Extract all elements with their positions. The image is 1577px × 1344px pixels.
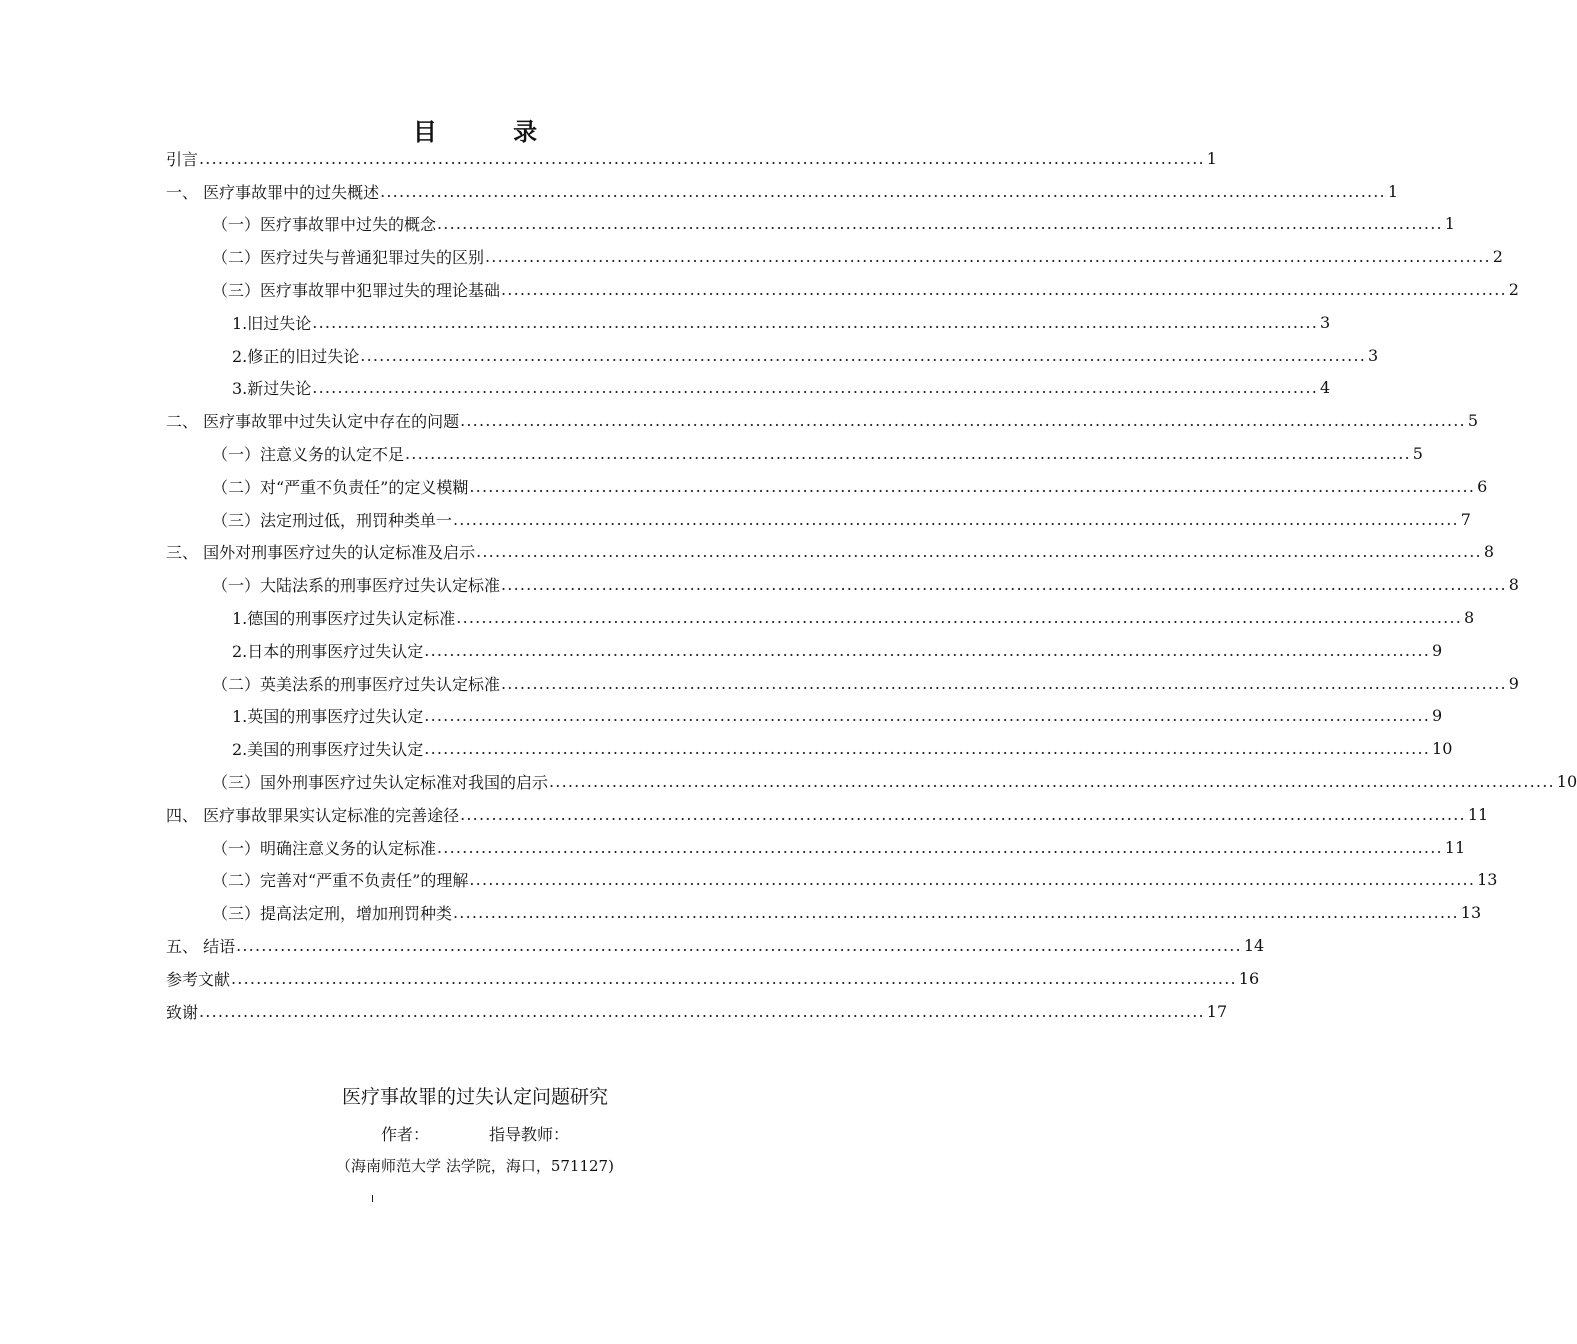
toc-entry[interactable] [166, 700, 1443, 733]
toc-entry-label: 2.日本的刑事医疗过失认定 [232, 641, 424, 661]
toc-entry-page: 1 [1444, 214, 1455, 234]
toc-entry[interactable] [166, 896, 1482, 929]
toc-entry-page: 14 [1243, 936, 1265, 956]
toc-entry-page: 5 [1467, 411, 1479, 431]
toc-entry-page: 17 [1206, 1001, 1228, 1021]
author-label: 作者： [380, 1125, 429, 1144]
toc-entry-label: （一）大陆法系的刑事医疗过失认定标准 [212, 576, 501, 596]
toc-entry[interactable] [166, 404, 1479, 437]
toc-entry-label: 引言 [166, 149, 199, 169]
toc-entry[interactable] [166, 601, 1475, 634]
table-of-contents [166, 142, 1577, 1028]
toc-entry-label: 一、 医疗事故罪中的过失概述 [166, 182, 380, 202]
toc-entry-label: 三、 国外对刑事医疗过失的认定标准及启示 [166, 543, 476, 563]
toc-entry[interactable] [166, 798, 1489, 831]
toc-leader-dots: ................................................................................................................................................................ [453, 903, 1459, 923]
toc-entry[interactable] [166, 929, 1265, 962]
toc-leader-dots: ................................................................................................................................................................ [424, 739, 1431, 759]
toc-entry-label: （三）医疗事故罪中犯罪过失的理论基础 [212, 281, 501, 301]
toc-entry-label: （二）医疗过失与普通犯罪过失的区别 [212, 248, 485, 268]
toc-leader-dots: ................................................................................................................................................................ [424, 640, 1431, 660]
toc-leader-dots: ................................................................................................................................................................ [476, 542, 1482, 562]
toc-entry-page: 1 [1387, 181, 1399, 201]
toc-entry[interactable] [166, 995, 1228, 1028]
toc-entry[interactable] [166, 175, 1399, 208]
toc-entry[interactable] [166, 470, 1488, 503]
toc-entry-label: （二）对“严重不负责任”的定义模糊 [212, 477, 469, 497]
toc-leader-dots: ................................................................................................................................................................ [469, 870, 1476, 890]
toc-leader-dots: ................................................................................................................................................................ [437, 837, 1443, 857]
toc-entry-page: 11 [1467, 804, 1489, 824]
toc-entry-page: 8 [1508, 575, 1519, 595]
toc-entry-page: 16 [1238, 968, 1260, 988]
toc-entry[interactable] [166, 831, 1466, 864]
toc-leader-dots: ................................................................................................................................................................ [501, 280, 1507, 300]
toc-leader-dots: ................................................................................................................................................................ [380, 181, 1386, 201]
toc-entry-label: 2.美国的刑事医疗过失认定 [232, 740, 424, 760]
toc-entry-page: 3 [1368, 345, 1379, 365]
toc-entry-page: 7 [1460, 509, 1471, 529]
toc-leader-dots: ................................................................................................................................................................ [236, 936, 1242, 956]
toc-leader-dots: ................................................................................................................................................................ [453, 509, 1459, 529]
toc-entry[interactable] [166, 372, 1331, 405]
toc-entry-label: 致谢 [166, 1002, 199, 1022]
toc-leader-dots: ................................................................................................................................................................ [424, 706, 1431, 726]
toc-entry-label: （三）国外刑事医疗过失认定标准对我国的启示 [212, 773, 549, 793]
toc-entry-page: 6 [1477, 476, 1488, 496]
toc-entry[interactable] [166, 864, 1498, 897]
toc-leader-dots: ................................................................................................................................................................ [312, 378, 1319, 398]
toc-entry-label: 1.英国的刑事医疗过失认定 [232, 707, 424, 727]
toc-leader-dots: ................................................................................................................................................................ [501, 673, 1507, 693]
toc-leader-dots: ................................................................................................................................................................ [360, 345, 1367, 365]
toc-entry-label: 1.旧过失论 [232, 313, 312, 333]
toc-leader-dots: ................................................................................................................................................................ [199, 148, 1205, 168]
toc-entry-label: 四、 医疗事故罪果实认定标准的完善途径 [166, 805, 460, 825]
toc-entry-page: 9 [1432, 640, 1443, 660]
paper-title: 医疗事故罪的过失认定问题研究 [341, 1086, 608, 1108]
toc-entry[interactable] [166, 732, 1453, 765]
toc-entry-label: （二）完善对“严重不负责任”的理解 [212, 871, 469, 891]
toc-entry-page: 10 [1432, 739, 1453, 759]
toc-leader-dots: ................................................................................................................................................................ [501, 575, 1507, 595]
author-line [0, 1122, 950, 1145]
toc-leader-dots: ................................................................................................................................................................ [199, 1001, 1205, 1021]
toc-entry-page: 2 [1508, 280, 1519, 300]
toc-leader-dots: ................................................................................................................................................................ [549, 772, 1555, 792]
toc-leader-dots: ................................................................................................................................................................ [405, 444, 1411, 464]
toc-entry[interactable] [166, 962, 1260, 995]
toc-entry[interactable] [166, 634, 1443, 667]
toc-entry[interactable] [166, 503, 1471, 536]
toc-entry-label: 五、 结语 [166, 937, 236, 957]
affiliation: （海南师范大学 法学院，海口，571127) [336, 1157, 614, 1175]
toc-entry-label: 1.德国的刑事医疗过失认定标准 [232, 609, 456, 629]
toc-leader-dots: ................................................................................................................................................................ [460, 411, 1466, 431]
toc-entry-page: 8 [1483, 542, 1495, 562]
toc-entry[interactable] [166, 142, 1217, 175]
toc-leader-dots: ................................................................................................................................................................ [312, 312, 1319, 332]
toc-leader-dots: ................................................................................................................................................................ [231, 968, 1237, 988]
toc-entry[interactable] [166, 667, 1519, 700]
advisor-label: 指导教师： [489, 1125, 570, 1144]
toc-leader-dots: ................................................................................................................................................................ [437, 214, 1443, 234]
toc-entry-label: 3.新过失论 [232, 379, 312, 399]
toc-entry-label: （三）提高法定刑，增加刑罚种类 [212, 904, 453, 924]
toc-entry[interactable] [166, 306, 1331, 339]
toc-entry[interactable] [166, 765, 1577, 798]
toc-entry-page: 9 [1508, 673, 1519, 693]
toc-entry[interactable] [166, 437, 1423, 470]
toc-entry[interactable] [166, 536, 1495, 569]
toc-entry[interactable] [166, 208, 1455, 241]
toc-entry-page: 10 [1556, 772, 1577, 792]
toc-entry-label: （三）法定刑过低，刑罚种类单一 [212, 510, 453, 530]
toc-entry-label: （一）明确注意义务的认定标准 [212, 838, 437, 858]
toc-entry-page: 4 [1320, 378, 1331, 398]
toc-entry-page: 9 [1432, 706, 1443, 726]
toc-entry-label: 二、 医疗事故罪中过失认定中存在的问题 [166, 412, 460, 432]
toc-leader-dots: ................................................................................................................................................................ [456, 608, 1463, 628]
toc-entry-page: 3 [1320, 312, 1331, 332]
toc-entry[interactable] [166, 273, 1519, 306]
toc-leader-dots: ................................................................................................................................................................ [485, 247, 1491, 267]
toc-entry-label: （一）医疗事故罪中过失的概念 [212, 215, 437, 235]
toc-leader-dots: ................................................................................................................................................................ [460, 804, 1466, 824]
toc-entry-page: 11 [1444, 837, 1466, 857]
toc-entry-page: 5 [1412, 444, 1423, 464]
toc-entry-label: 参考文献 [166, 969, 231, 989]
toc-entry-page: 13 [1477, 870, 1498, 890]
toc-entry-page: 13 [1460, 903, 1482, 923]
toc-entry[interactable] [166, 568, 1519, 601]
toc-title: 目 录 [412, 117, 572, 146]
toc-entry-page: 1 [1206, 148, 1217, 168]
toc-entry-label: （二）英美法系的刑事医疗过失认定标准 [212, 674, 501, 694]
toc-entry[interactable] [166, 339, 1379, 372]
toc-entry-page: 2 [1492, 247, 1503, 267]
toc-entry-label: （一）注意义务的认定不足 [212, 445, 405, 465]
page-number-mark: I [371, 1194, 374, 1205]
toc-entry-page: 8 [1464, 608, 1475, 628]
toc-leader-dots: ................................................................................................................................................................ [469, 476, 1476, 496]
toc-entry[interactable] [166, 240, 1503, 273]
toc-entry-label: 2.修正的旧过失论 [232, 346, 360, 366]
